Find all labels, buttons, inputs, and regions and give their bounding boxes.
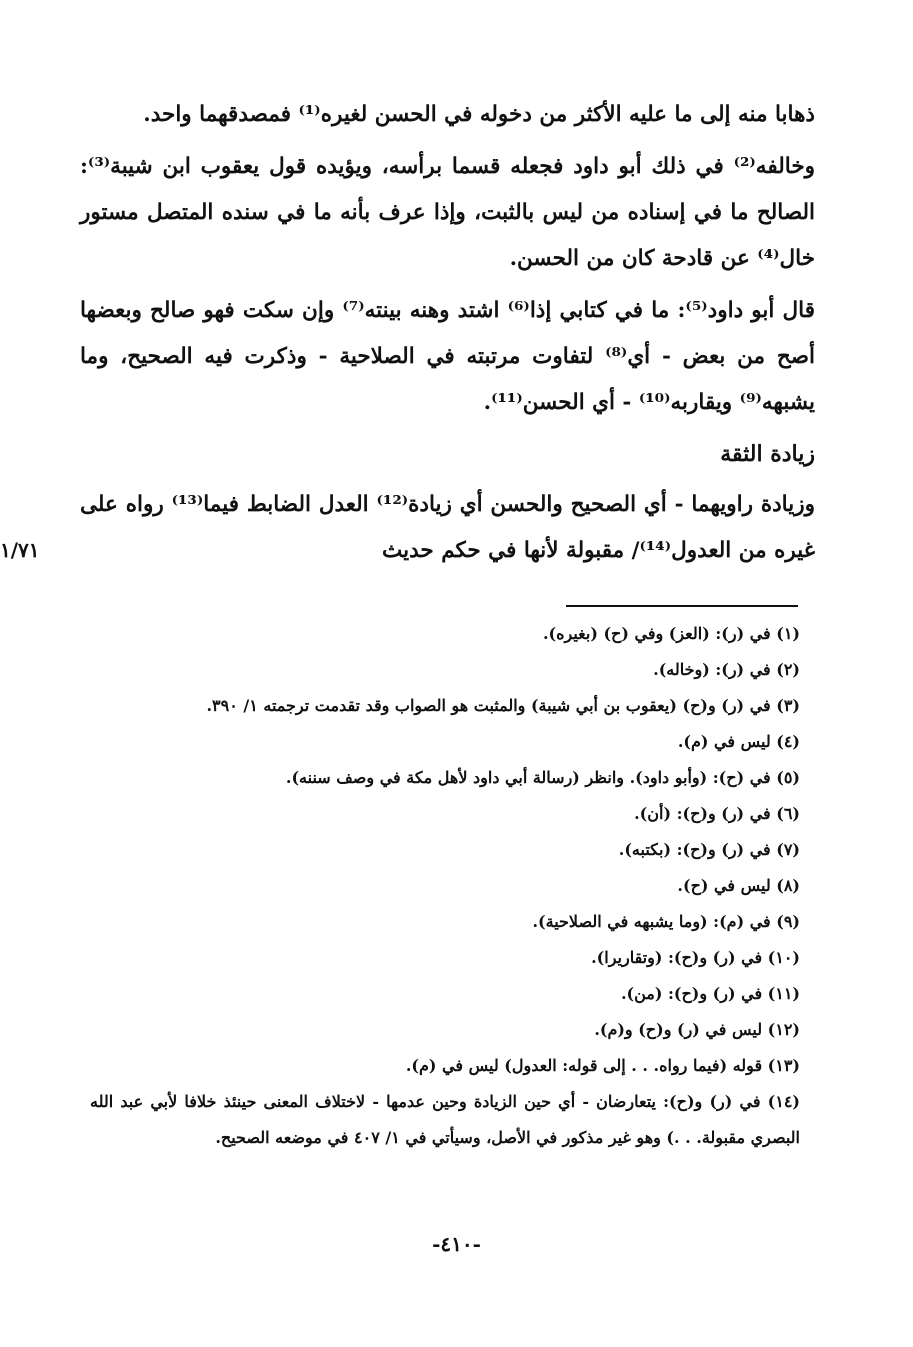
footnote-14: (١٤) في (ر) و(ح): يتعارضان - أي حين الزيادة وحين عدمها - لاختلاف المعنى حينئذ خلافا لأبي عبد الله البصري مقبولة. . .) وهو غير مذكور في الأصل، وسيأتي في ١/ ٤٠٧ في موضعه الصحيح. xyxy=(90,1092,800,1147)
footnote-13: (١٣) قوله (فيما رواه. . . إلى قوله: العدول) ليس في (م). xyxy=(405,1056,800,1075)
footnote-10: (١٠) في (ر) و(ح): (وتقاريرا). xyxy=(591,948,800,967)
footnote-1: (١) في (ر): (العز) وفي (ح) (بغيره). xyxy=(542,624,800,643)
main-text xyxy=(80,92,815,580)
footnote-11: (١١) في (ر) و(ح): (من). xyxy=(620,984,800,1003)
paragraph-2: وخالفه⁽²⁾ في ذلك أبو داود فجعله قسما برأسه، ويؤيده قول يعقوب ابن شيبة⁽³⁾: الصالح ما في إسناده من ليس بالثبت، وإذا عرف بأنه ما في سنده المتصل مستور خال⁽⁴⁾ عن قادحة كان من الحسن. xyxy=(80,154,815,271)
section-heading: زيادة الثقة xyxy=(720,441,815,467)
footnote-8: (٨) ليس في (ح). xyxy=(677,876,800,895)
footnote-separator xyxy=(566,605,798,607)
footnote-4: (٤) ليس في (م). xyxy=(677,732,800,751)
paragraph-1: ذهابا منه إلى ما عليه الأكثر من دخوله في الحسن لغيره⁽¹⁾ فمصدقهما واحد. xyxy=(143,102,815,127)
footnote-9: (٩) في (م): (وما يشبهه في الصلاحية). xyxy=(532,912,800,931)
footnote-5: (٥) في (ح): (وأبو داود). وانظر (رسالة أبي داود لأهل مكة في وصف سننه). xyxy=(285,768,800,787)
footnote-3: (٣) في (ر) و(ح) (يعقوب بن أبي شيبة) والمثبت هو الصواب وقد تقدمت ترجمته ١/ ٣٩٠. xyxy=(206,696,800,715)
footnote-7: (٧) في (ر) و(ح): (بكتبه). xyxy=(618,840,800,859)
footnote-12: (١٢) ليس في (ر) و(ح) و(م). xyxy=(594,1020,800,1039)
footnote-6: (٦) في (ر) و(ح): (أن). xyxy=(634,804,800,823)
footnotes xyxy=(90,616,800,1156)
paragraph-3: قال أبو داود⁽⁵⁾: ما في كتابي إذا⁽⁶⁾ اشتد وهنه بينته⁽⁷⁾ وإن سكت فهو صالح وبعضها أصح من بعض - أي⁽⁸⁾ لتفاوت مرتبته في الصلاحية - وذكرت فيه الصحيح، وما يشبهه⁽⁹⁾ ويقاربه⁽¹⁰⁾ - أي الحسن⁽¹¹⁾. xyxy=(80,298,815,415)
margin-folio-note: ١/٧١ xyxy=(0,538,40,562)
footnote-2: (٢) في (ر): (وخاله). xyxy=(653,660,800,679)
page-number: -٤١٠- xyxy=(432,1232,481,1256)
paragraph-4: وزيادة راويهما - أي الصحيح والحسن أي زيادة⁽¹²⁾ العدل الضابط فيما⁽¹³⁾ رواه على غيره من العدول⁽¹⁴⁾/ مقبولة لأنها في حكم حديث xyxy=(80,492,815,563)
